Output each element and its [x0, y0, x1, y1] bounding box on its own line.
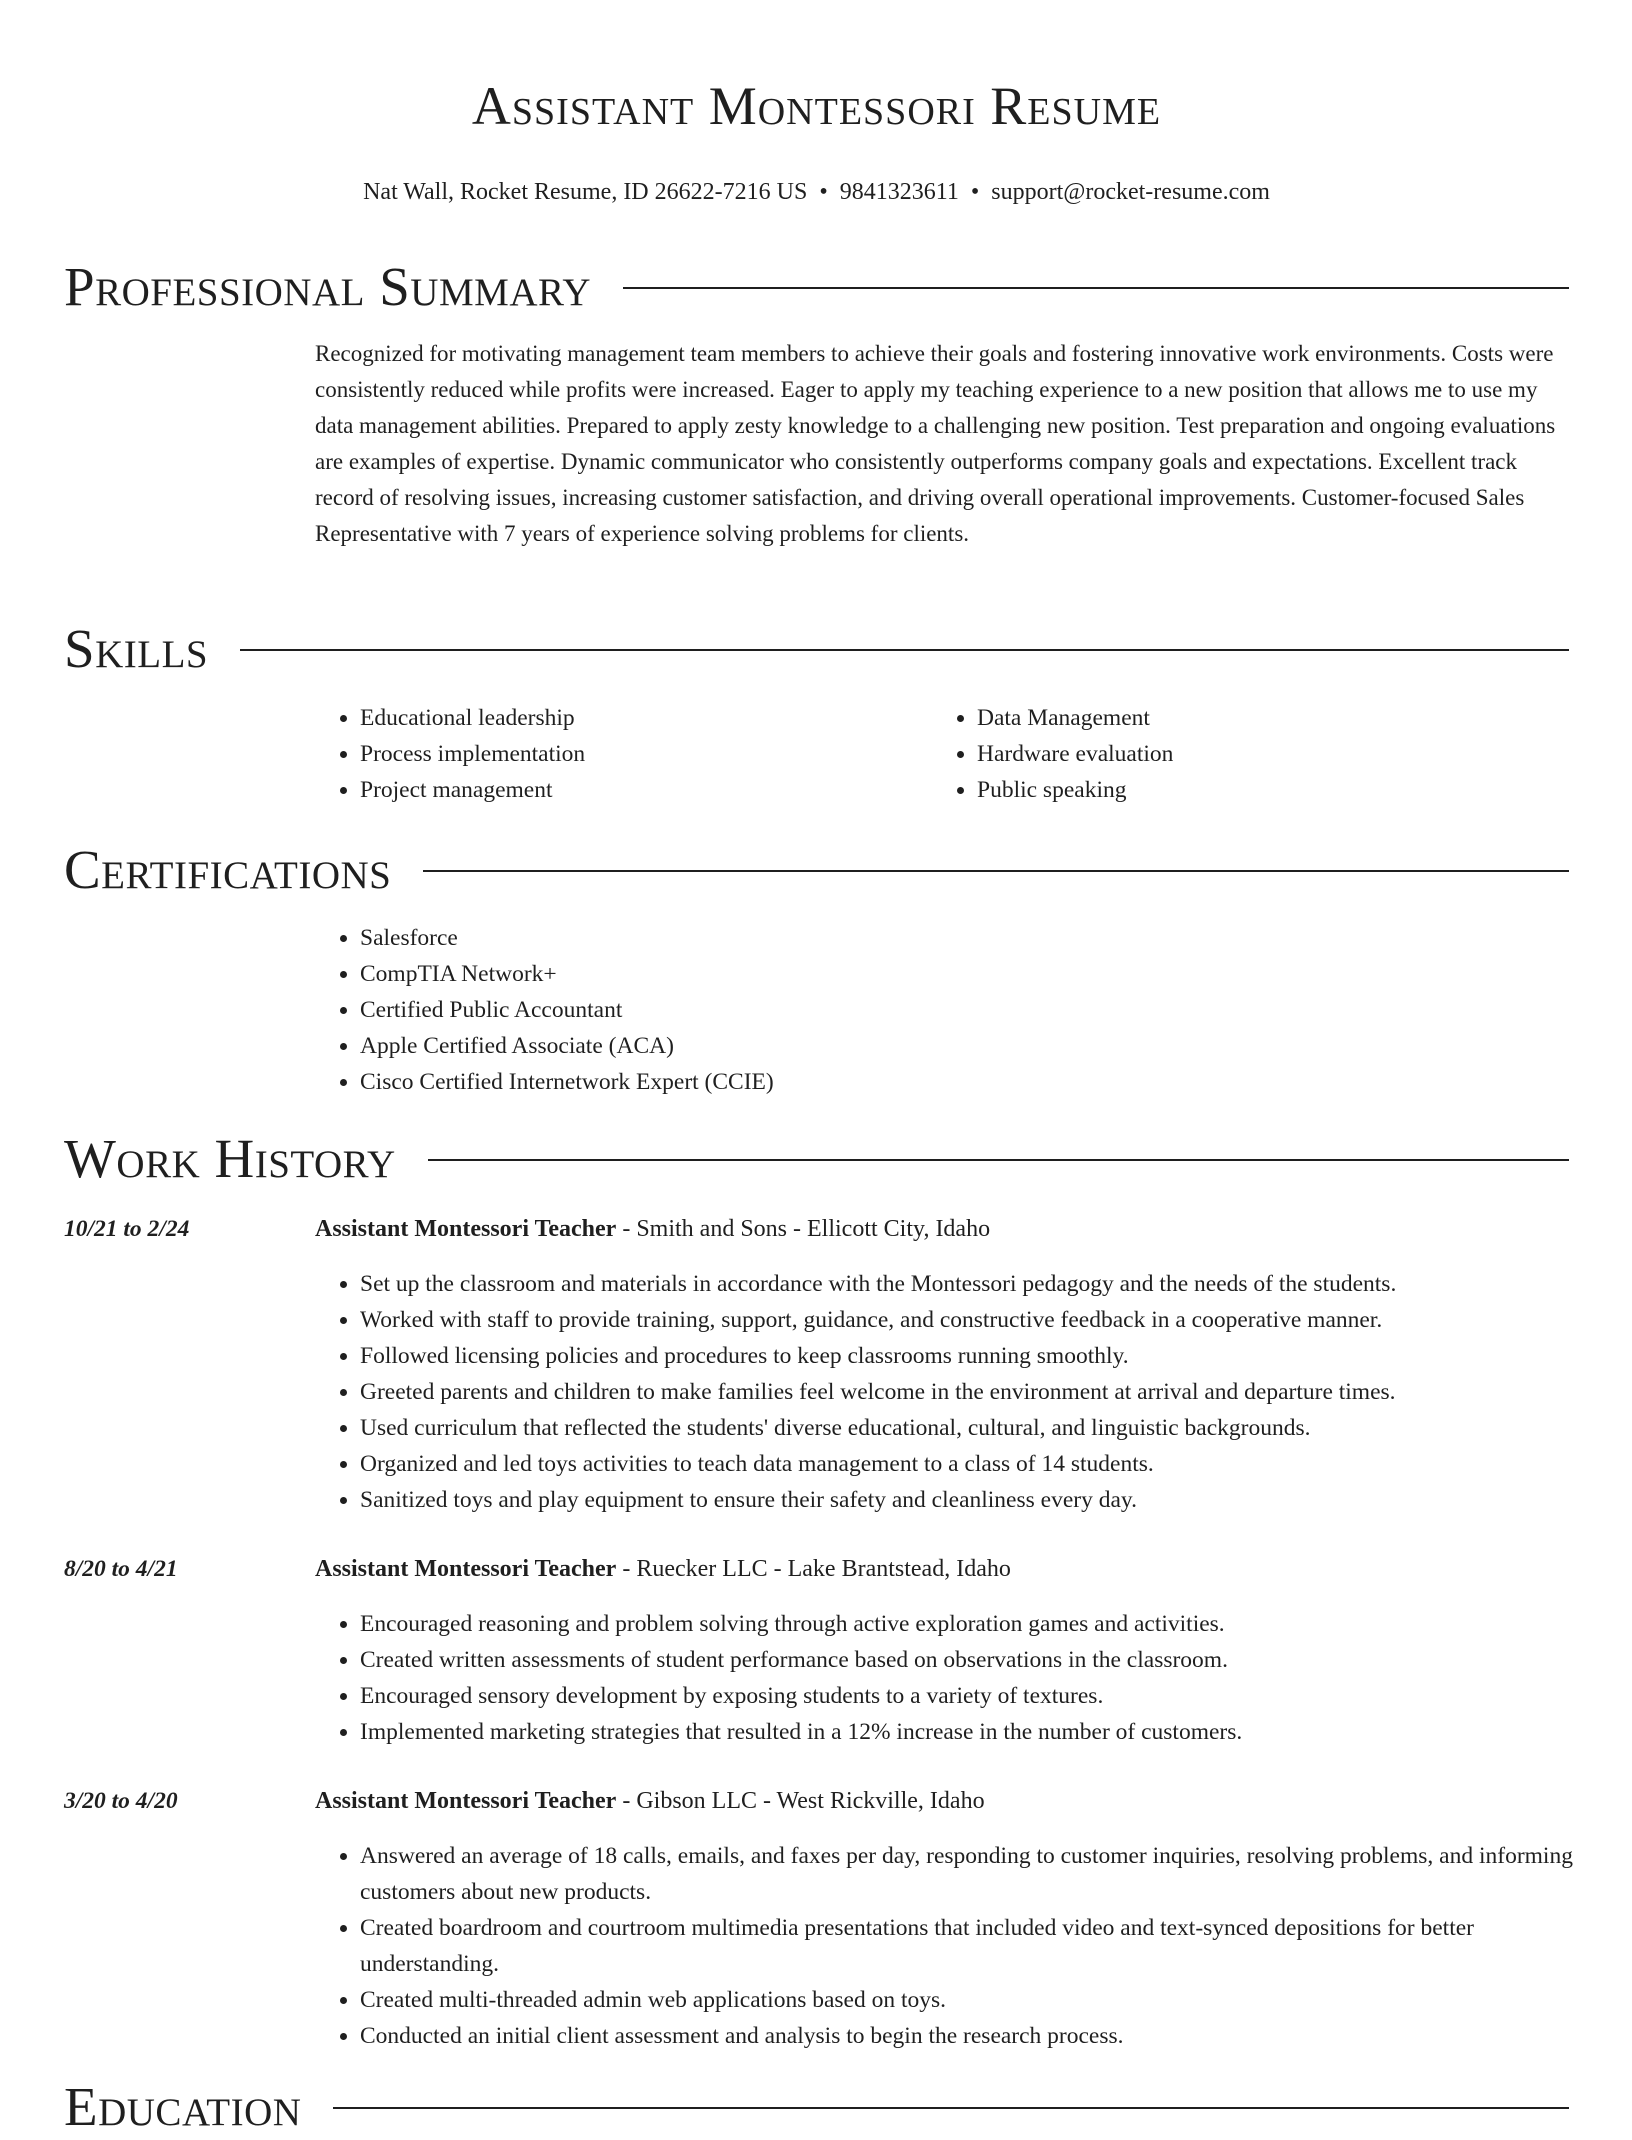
certification-item: • Salesforce [360, 920, 1560, 956]
separator-dot: • [970, 179, 980, 205]
job-heading [315, 1783, 985, 1819]
job-bullet: • Conducted an initial client assessment and analysis to begin the research process. [360, 2018, 1614, 2054]
skill-item: • Hardware evaluation [977, 736, 1577, 772]
skill-item: • Public speaking [977, 772, 1577, 808]
section-heading: Certifications [64, 839, 392, 900]
contact-line [64, 174, 1569, 210]
section-skills [64, 616, 1569, 682]
contact-phone: 9841323611 [839, 179, 959, 205]
job-bullet: • Created boardroom and courtroom multimedia presentations that included video and text-synced depositions for better understanding. [360, 1910, 1614, 1982]
job-bullet: • Answered an average of 18 calls, emails, and faxes per day, responding to customer inquiries, resolving problems, and informing customers about new products. [360, 1838, 1614, 1910]
job-bullet: • Used curriculum that reflected the students' diverse educational, cultural, and linguistic backgrounds. [360, 1410, 1614, 1446]
skill-item: • Data Management [977, 700, 1577, 736]
contact-address: Nat Wall, Rocket Resume, ID 26622-7216 US [363, 179, 808, 205]
section-heading: Education [64, 2076, 302, 2137]
job-bullet: • Followed licensing policies and procedures to keep classrooms running smoothly. [360, 1338, 1614, 1374]
resume-title: Assistant Montessori Resume [471, 76, 1162, 136]
job-bullet: • Set up the classroom and materials in accordance with the Montessori pedagogy and the needs of the students. [360, 1266, 1614, 1302]
job-bullet: • Created written assessments of student performance based on observations in the classroom. [360, 1642, 1614, 1678]
job-bullet: • Created multi-threaded admin web applications based on toys. [360, 1982, 1614, 2018]
section-work-history [64, 1126, 1569, 1192]
job-dates: 3/20 to 4/20 [64, 1788, 178, 1814]
job-bullet: • Encouraged reasoning and problem solving through active exploration games and activities. [360, 1606, 1614, 1642]
job-bullets [315, 1266, 1614, 1518]
job-bullet: • Sanitized toys and play equipment to ensure their safety and cleanliness every day. [360, 1482, 1614, 1518]
section-divider [623, 287, 1569, 289]
job-bullets [315, 1838, 1614, 2054]
skill-item: • Process implementation [360, 736, 920, 772]
section-divider [428, 1159, 1569, 1161]
section-divider [333, 2107, 1569, 2109]
section-certifications [64, 837, 1569, 903]
skills-list-right [932, 700, 1577, 808]
job-bullets [315, 1606, 1614, 1750]
job-title: Assistant Montessori Teacher [315, 1788, 617, 1814]
section-education [64, 2074, 1569, 2140]
job-title: Assistant Montessori Teacher [315, 1216, 617, 1242]
job-dates: 8/20 to 4/21 [64, 1556, 178, 1582]
certifications-list [315, 920, 1560, 1100]
section-professional-summary [64, 254, 1569, 320]
section-divider [423, 870, 1569, 872]
section-heading: Skills [64, 618, 209, 679]
separator-dot: • [819, 179, 828, 205]
job-bullet: • Organized and led toys activities to teach data management to a class of 14 students. [360, 1446, 1614, 1482]
job-bullet: • Encouraged sensory development by exposing students to a variety of textures. [360, 1678, 1614, 1714]
job-heading [315, 1551, 1011, 1587]
job-bullet: • Implemented marketing strategies that resulted in a 12% increase in the number of customers. [360, 1714, 1614, 1750]
section-heading: Work History [64, 1128, 396, 1189]
contact-email: support@rocket-resume.com [991, 179, 1270, 205]
job-bullet: • Greeted parents and children to make families feel welcome in the environment at arrival and departure times. [360, 1374, 1614, 1410]
skill-item: • Project management [360, 772, 920, 808]
skill-item: • Educational leadership [360, 700, 920, 736]
section-divider [240, 649, 1569, 651]
job-company: - Smith and Sons - Ellicott City, Idaho [616, 1216, 991, 1242]
certification-item: • Certified Public Accountant [360, 992, 1560, 1028]
certification-item: • CompTIA Network+ [360, 956, 1560, 992]
job-title: Assistant Montessori Teacher [315, 1556, 617, 1582]
job-heading [315, 1211, 990, 1247]
job-company: - Ruecker LLC - Lake Brantstead, Idaho [616, 1556, 1011, 1582]
certification-item: • Apple Certified Associate (ACA) [360, 1028, 1560, 1064]
summary-text: Recognized for motivating management team members to achieve their goals and fostering innovative work environments. Costs were consistently reduced while profits were increased. Eager to apply my teaching experience to a new position that allows me to use my data management abilities. Prepared to apply zesty knowledge to a challenging new position. Test preparation and ongoing evaluations are examples of expertise. Dynamic communicator who consistently outperforms company goals and expectations. Excellent track record of resolving issues, increasing customer satisfaction, and driving overall operational improvements. Customer-focused Sales Representative with 7 years of experience solving problems for clients. [315, 341, 1556, 546]
skills-list-left [315, 700, 920, 808]
job-bullet: • Worked with staff to provide training, support, guidance, and constructive feedback in a cooperative manner. [360, 1302, 1614, 1338]
job-company: - Gibson LLC - West Rickville, Idaho [616, 1788, 985, 1814]
section-heading: Professional Summary [64, 256, 592, 317]
job-dates: 10/21 to 2/24 [64, 1216, 190, 1242]
certification-item: • Cisco Certified Internetwork Expert (CCIE) [360, 1064, 1560, 1100]
